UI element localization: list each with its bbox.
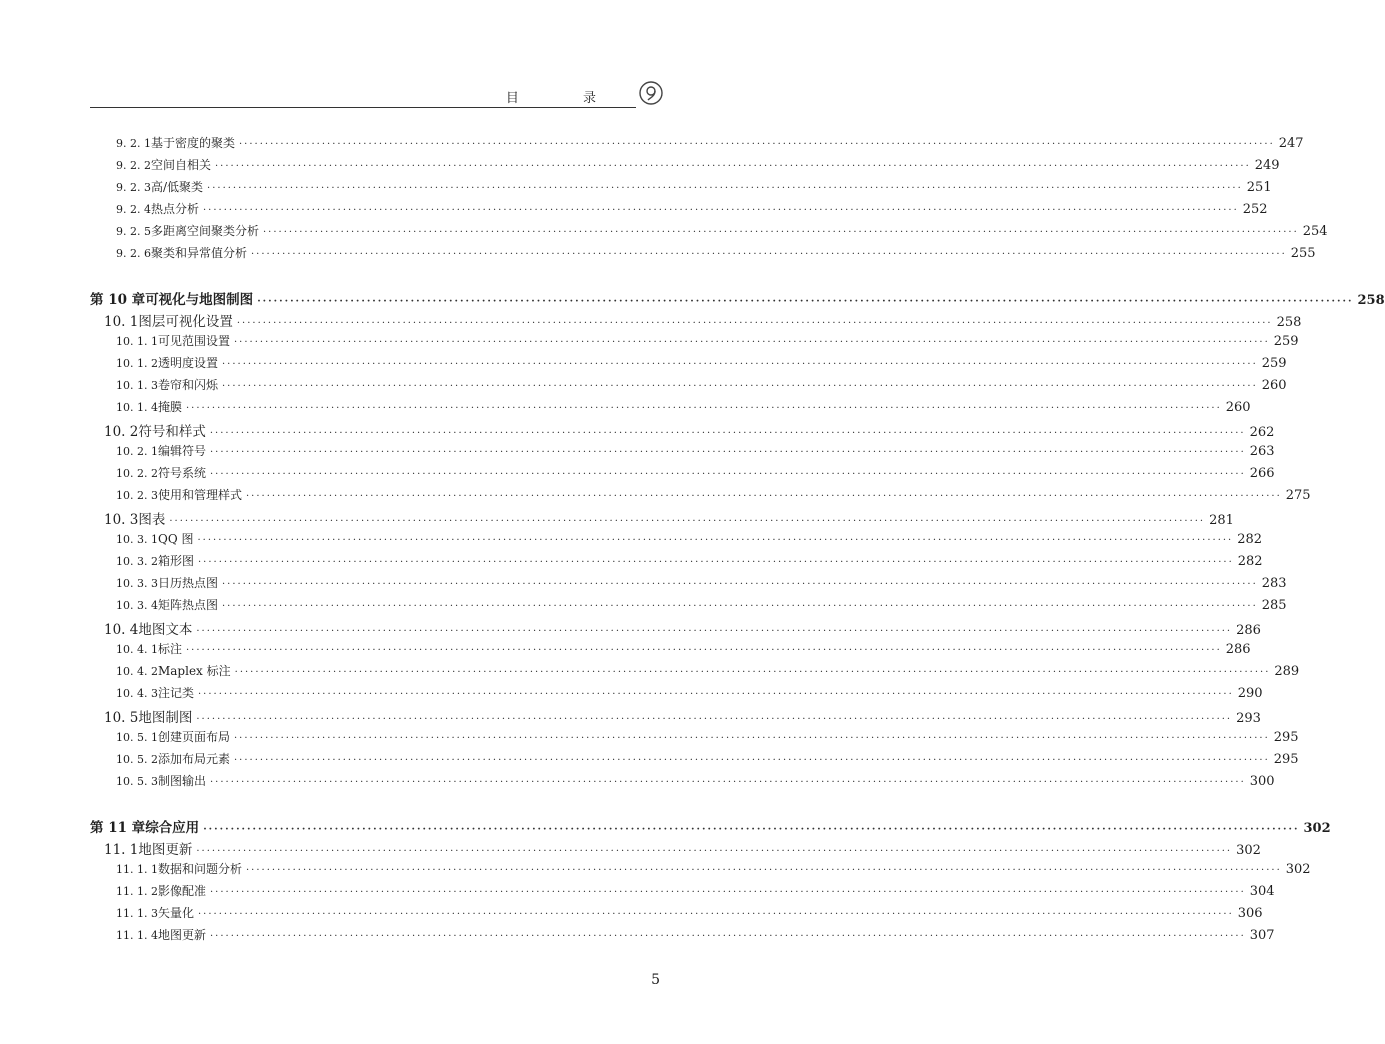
toc-entry-page: 307 bbox=[1249, 928, 1275, 943]
toc-entry-title: 可视化与地图制图 bbox=[145, 292, 254, 308]
toc-entry-page: 286 bbox=[1225, 642, 1251, 657]
toc-entry-number: 9. 2. 4 bbox=[116, 203, 151, 216]
toc-entry-number: 10. 3 bbox=[104, 512, 139, 528]
toc-entry-number: 9. 2. 2 bbox=[116, 159, 151, 172]
toc-entry-page: 275 bbox=[1285, 488, 1311, 503]
toc-entry-number: 10. 4. 2 bbox=[116, 665, 158, 678]
toc-leader-dots: ········································································································································································································ bbox=[246, 491, 1282, 502]
toc-entry-number: 9. 2. 1 bbox=[116, 137, 151, 150]
toc-entry-title: 日历热点图 bbox=[157, 576, 218, 590]
toc-entry-title: 矩阵热点图 bbox=[157, 598, 218, 612]
toc-leader-dots: ········································································································································································································ bbox=[234, 755, 1270, 766]
toc-entry bbox=[116, 662, 1300, 682]
toc-entry-page: 259 bbox=[1273, 334, 1299, 349]
toc-entry-page: 302 bbox=[1303, 821, 1331, 836]
toc-entry bbox=[116, 222, 1328, 242]
toc-entry-page: 302 bbox=[1236, 843, 1261, 858]
toc-entry-number: 10. 4. 1 bbox=[116, 643, 158, 656]
toc-entry bbox=[104, 838, 1261, 858]
toc-entry bbox=[116, 156, 1280, 176]
toc-entry-page: 266 bbox=[1249, 466, 1275, 481]
toc-entry-title: 编辑符号 bbox=[157, 444, 206, 458]
toc-entry-number: 10. 2 bbox=[104, 424, 139, 440]
toc-entry-number: 11. 1 bbox=[104, 842, 139, 858]
toc-entry-page: 247 bbox=[1278, 136, 1304, 151]
toc-entry-number: 10. 1 bbox=[104, 314, 139, 330]
toc-entry-title: 箱形图 bbox=[157, 554, 194, 568]
toc-entry bbox=[116, 398, 1251, 418]
toc-entry bbox=[116, 332, 1299, 352]
toc-entry-title: 掩膜 bbox=[157, 400, 182, 414]
toc-leader-dots: ········································································································································································································ bbox=[234, 733, 1270, 744]
toc-entry-title: 图层可视化设置 bbox=[138, 314, 233, 330]
toc-entry bbox=[116, 574, 1287, 594]
toc-entry-title: 使用和管理样式 bbox=[157, 488, 242, 502]
toc-entry bbox=[116, 904, 1263, 924]
toc-entry-title: 标注 bbox=[157, 642, 182, 656]
toc-leader-dots: ········································································································································································································ bbox=[246, 865, 1282, 876]
toc-leader-dots: ········································································································································································································ bbox=[196, 846, 1233, 857]
toc-entry-page: 263 bbox=[1249, 444, 1275, 459]
toc-entry-title: 矢量化 bbox=[157, 906, 194, 920]
toc-entry-number: 9. 2. 5 bbox=[116, 225, 151, 238]
toc-entry-title: 基于密度的聚类 bbox=[150, 136, 235, 150]
toc-entry-page: 255 bbox=[1290, 246, 1316, 261]
toc-entry-page: 258 bbox=[1276, 315, 1302, 330]
toc-entry-page: 281 bbox=[1209, 513, 1234, 528]
toc-entry-number: 10. 1. 4 bbox=[116, 401, 158, 414]
toc-entry-number: 11. 1. 3 bbox=[116, 907, 158, 920]
toc-leader-dots: ········································································································································································································ bbox=[210, 777, 1246, 788]
toc-entry-title: 高/低聚类 bbox=[150, 180, 204, 194]
toc-entry-number: 10. 3. 2 bbox=[116, 555, 158, 568]
header-title: 目 录 bbox=[505, 91, 626, 106]
toc-entry bbox=[116, 596, 1287, 616]
toc-entry bbox=[116, 134, 1304, 154]
toc-entry bbox=[116, 486, 1311, 506]
toc-entry-number: 10. 4. 3 bbox=[116, 687, 158, 700]
toc-entry-title: 数据和问题分析 bbox=[157, 862, 242, 876]
toc-leader-dots: ········································································································································································································ bbox=[198, 557, 1234, 568]
toc-entry bbox=[116, 442, 1275, 462]
toc-entry bbox=[116, 552, 1263, 572]
toc-entry-title: 多距离空间聚类分析 bbox=[150, 224, 259, 238]
toc-entry-page: 251 bbox=[1246, 180, 1272, 195]
toc-entry-page: 258 bbox=[1357, 293, 1385, 308]
toc-leader-dots: ········································································································································································································ bbox=[251, 249, 1287, 260]
toc-entry-page: 300 bbox=[1249, 774, 1275, 789]
toc-entry-title: 制图输出 bbox=[157, 774, 206, 788]
toc-entry bbox=[116, 882, 1275, 902]
toc-entry bbox=[90, 288, 1385, 308]
toc-leader-dots: ········································································································································································································ bbox=[222, 381, 1258, 392]
toc-entry-title: 创建页面布局 bbox=[157, 730, 230, 744]
toc-entry-title: 地图更新 bbox=[157, 928, 206, 942]
toc-entry bbox=[104, 420, 1275, 440]
toc-entry-number: 10. 3. 1 bbox=[116, 533, 158, 546]
toc-entry bbox=[116, 772, 1275, 792]
toc-entry-number: 11. 1. 1 bbox=[116, 863, 158, 876]
toc-entry bbox=[116, 464, 1275, 484]
toc-entry-number: 10. 4 bbox=[104, 622, 139, 638]
toc-entry bbox=[116, 860, 1311, 880]
toc-entry bbox=[116, 750, 1299, 770]
toc-entry-page: 260 bbox=[1225, 400, 1251, 415]
toc-entry bbox=[116, 376, 1287, 396]
toc-entry-title: 符号系统 bbox=[157, 466, 206, 480]
toc-entry bbox=[104, 706, 1261, 726]
toc-entry-page: 249 bbox=[1254, 158, 1280, 173]
toc-leader-dots: ········································································································································································································ bbox=[198, 909, 1234, 920]
toc-leader-dots: ········································································································································································································ bbox=[234, 337, 1270, 348]
toc-leader-dots: ········································································································································································································ bbox=[203, 205, 1239, 216]
toc-entry bbox=[116, 926, 1275, 946]
toc-entry-title: 地图制图 bbox=[138, 710, 193, 726]
toc-entry bbox=[116, 354, 1287, 374]
toc-entry-page: 304 bbox=[1249, 884, 1275, 899]
toc-entry-page: 295 bbox=[1273, 730, 1299, 745]
toc-entry-page: 254 bbox=[1302, 224, 1328, 239]
toc-entry-page: 283 bbox=[1261, 576, 1287, 591]
toc-entry-number: 10. 2. 3 bbox=[116, 489, 158, 502]
toc-entry-title: 地图更新 bbox=[138, 842, 193, 858]
toc-entry-title: 注记类 bbox=[157, 686, 194, 700]
toc-entry-number: 10. 3. 4 bbox=[116, 599, 158, 612]
toc-entry-page: 302 bbox=[1285, 862, 1311, 877]
toc-entry-page: 286 bbox=[1236, 623, 1261, 638]
toc-entry-number: 11. 1. 4 bbox=[116, 929, 158, 942]
toc-entry-title: 聚类和异常值分析 bbox=[150, 246, 247, 260]
toc-leader-dots: ········································································································································································································ bbox=[222, 359, 1258, 370]
toc-entry-title: 影像配准 bbox=[157, 884, 206, 898]
toc-entry-title: 透明度设置 bbox=[157, 356, 218, 370]
toc-leader-dots: ········································································································································································································ bbox=[186, 403, 1222, 414]
page-number: 5 bbox=[651, 972, 660, 988]
toc-entry-title: 图表 bbox=[138, 512, 166, 528]
toc-entry bbox=[116, 178, 1272, 198]
toc-leader-dots: ········································································································································································································ bbox=[210, 447, 1246, 458]
toc-entry-title: 卷帘和闪烁 bbox=[157, 378, 218, 392]
toc-entry bbox=[116, 684, 1263, 704]
toc-entry-number: 10. 1. 3 bbox=[116, 379, 158, 392]
toc-leader-dots: ········································································································································································································ bbox=[186, 645, 1222, 656]
toc-leader-dots: ········································································································································································································ bbox=[196, 626, 1233, 637]
toc-entry-title: 空间自相关 bbox=[150, 158, 211, 172]
toc-entry bbox=[90, 816, 1331, 836]
toc-leader-dots: ········································································································································································································ bbox=[196, 714, 1233, 725]
toc-entry-number: 10. 5. 1 bbox=[116, 731, 158, 744]
toc-entry-number: 10. 2. 1 bbox=[116, 445, 158, 458]
toc-entry-page: 293 bbox=[1236, 711, 1261, 726]
toc-entry bbox=[116, 728, 1299, 748]
toc-entry-number: 10. 5. 2 bbox=[116, 753, 158, 766]
toc-entry-title: 地图文本 bbox=[138, 622, 193, 638]
toc-entry-number: 10. 1. 1 bbox=[116, 335, 158, 348]
toc-leader-dots: ········································································································································································································ bbox=[207, 183, 1243, 194]
toc-entry bbox=[104, 618, 1261, 638]
toc-entry-page: 262 bbox=[1249, 425, 1275, 440]
toc-entry-page: 282 bbox=[1237, 532, 1263, 547]
toc-entry-page: 289 bbox=[1274, 664, 1300, 679]
toc-leader-dots: ········································································································································································································ bbox=[215, 161, 1251, 172]
toc-leader-dots: ········································································································································································································ bbox=[222, 579, 1258, 590]
toc-entry-page: 259 bbox=[1261, 356, 1287, 371]
toc-leader-dots: ········································································································································································································ bbox=[169, 516, 1206, 527]
toc-leader-dots: ········································································································································································································ bbox=[210, 931, 1246, 942]
toc-leader-dots: ········································································································································································································ bbox=[210, 887, 1246, 898]
toc-leader-dots: ········································································································································································································ bbox=[222, 601, 1258, 612]
toc-leader-dots: ········································································································································································································ bbox=[236, 318, 1273, 329]
toc-entry-number: 9. 2. 6 bbox=[116, 247, 151, 260]
toc-entry bbox=[116, 530, 1263, 550]
toc-entry bbox=[116, 640, 1251, 660]
toc-entry-title: 符号和样式 bbox=[138, 424, 206, 440]
toc-entry-number: 10. 2. 2 bbox=[116, 467, 158, 480]
toc-entry-number: 第 10 章 bbox=[90, 292, 146, 308]
toc-entry-page: 290 bbox=[1237, 686, 1263, 701]
toc-entry-page: 252 bbox=[1242, 202, 1268, 217]
toc-entry-title: 添加布局元素 bbox=[157, 752, 230, 766]
toc-leader-dots: ········································································································································································································ bbox=[197, 535, 1234, 546]
toc-leader-dots: ········································································································································································································ bbox=[203, 824, 1300, 835]
toc-entry-number: 11. 1. 2 bbox=[116, 885, 158, 898]
toc-leader-dots: ········································································································································································································ bbox=[198, 689, 1234, 700]
toc-entry bbox=[104, 310, 1302, 330]
toc-entry-page: 260 bbox=[1261, 378, 1287, 393]
toc-leader-dots: ········································································································································································································ bbox=[257, 296, 1354, 307]
toc-entry-title: QQ 图 bbox=[157, 532, 194, 546]
toc-entry-page: 285 bbox=[1261, 598, 1287, 613]
toc-leader-dots: ········································································································································································································ bbox=[263, 227, 1299, 238]
toc-entry-title: Maplex 标注 bbox=[157, 664, 231, 678]
toc-entry-page: 282 bbox=[1237, 554, 1263, 569]
toc-entry-title: 综合应用 bbox=[145, 820, 200, 836]
toc-entry-page: 295 bbox=[1273, 752, 1299, 767]
toc-entry-number: 10. 3. 3 bbox=[116, 577, 158, 590]
toc-entry bbox=[116, 200, 1268, 220]
toc-entry bbox=[104, 508, 1234, 528]
toc-entry-number: 10. 1. 2 bbox=[116, 357, 158, 370]
toc-entry-number: 第 11 章 bbox=[90, 820, 146, 836]
toc-leader-dots: ········································································································································································································ bbox=[209, 428, 1246, 439]
toc-leader-dots: ········································································································································································································ bbox=[234, 667, 1271, 678]
toc-entry bbox=[116, 244, 1316, 264]
toc-leader-dots: ········································································································································································································ bbox=[239, 139, 1275, 150]
toc-entry-number: 10. 5. 3 bbox=[116, 775, 158, 788]
toc-entry-title: 热点分析 bbox=[150, 202, 199, 216]
toc-entry-number: 10. 5 bbox=[104, 710, 139, 726]
toc-entry-number: 9. 2. 3 bbox=[116, 181, 151, 194]
toc-leader-dots: ········································································································································································································ bbox=[210, 469, 1246, 480]
toc-entry-title: 可见范围设置 bbox=[157, 334, 230, 348]
toc-entry-page: 306 bbox=[1237, 906, 1263, 921]
